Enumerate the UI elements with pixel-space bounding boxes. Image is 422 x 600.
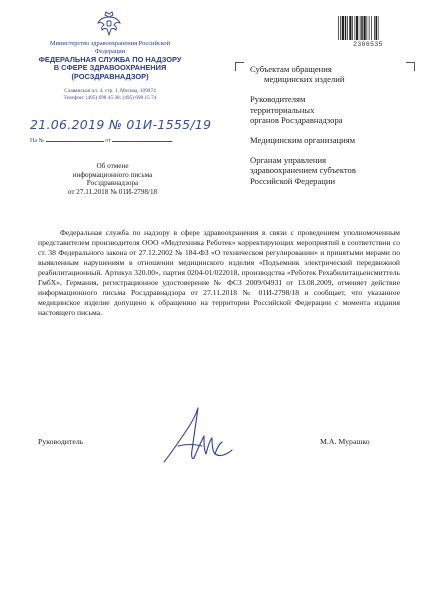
corner-mark-left [235,62,244,71]
signatory-name: М.А. Мурашко [320,437,370,446]
letter-subject: Об отмене информационного письма Росздравнадзора от 27.11.2018 № 01И-2798/18 [67,162,158,196]
barcode-image [338,16,398,40]
letterhead-address: Славянская пл. 4, стр. 1, Москва, 109074 Телефон: (495) 698 45 38; (495) 698 15 74 [63,88,157,101]
ministry-name: Министерство здравоохранения Российской Федерации [49,40,171,55]
handwritten-signature [158,400,238,470]
addressee-block [250,64,415,196]
signatory-role: Руководитель [38,437,84,446]
addressee-entry: Медицинским организациям [250,135,356,146]
service-name: ФЕДЕРАЛЬНАЯ СЛУЖБА ПО НАДЗОРУ В СФЕРЕ ЗДРАВООХРАНЕНИЯ (РОСЗДРАВНАДЗОР) [38,55,182,81]
reply-reference-line: На № от [30,138,172,144]
addressee-entry: Органам управления здравоохранением субъектов Российской Федерации [250,155,356,186]
addressee-entry: Руководителям территориальных органов Росздравнадзора [250,94,343,125]
letter-body: Федеральная служба по надзору в сфере здравоохранения в связи с проведением уполномоченным представителем производителя ООО «Медтехника Реботек» корректирующих мероприятий в соответствии со ст. 38 Федерального закона от 27.12.2002 № 184-ФЗ «О техническом регулировании» и принятыми мерами по выявленным нарушениям в отношении медицинского изделия «Подъемник электрический передвижной реабилитационный. Артикул 320.00», партия 0204-01/022018, производства «Реботек Рехабилитацьенсмиттель ГмбХ», Германия, регистрационное удостоверение № ФСЗ 2009/04931 от 13.08.2009, отменяет действие информационного письма Росздравнадзора от 27.11.2018 № 01И-2798/18 и сообщает, что указанное медицинское изделие допущено к обращению на территории Российской Федерации с момента издания настоящего письма. [38,228,400,318]
addressee-entry: Субъектам обращения медицинских изделий [250,64,345,85]
coat-of-arms-emblem [96,10,122,38]
barcode-number: 2306535 [353,41,383,48]
handwritten-date-number: 21.06.2019 № 01И-1555/19 [30,117,212,132]
